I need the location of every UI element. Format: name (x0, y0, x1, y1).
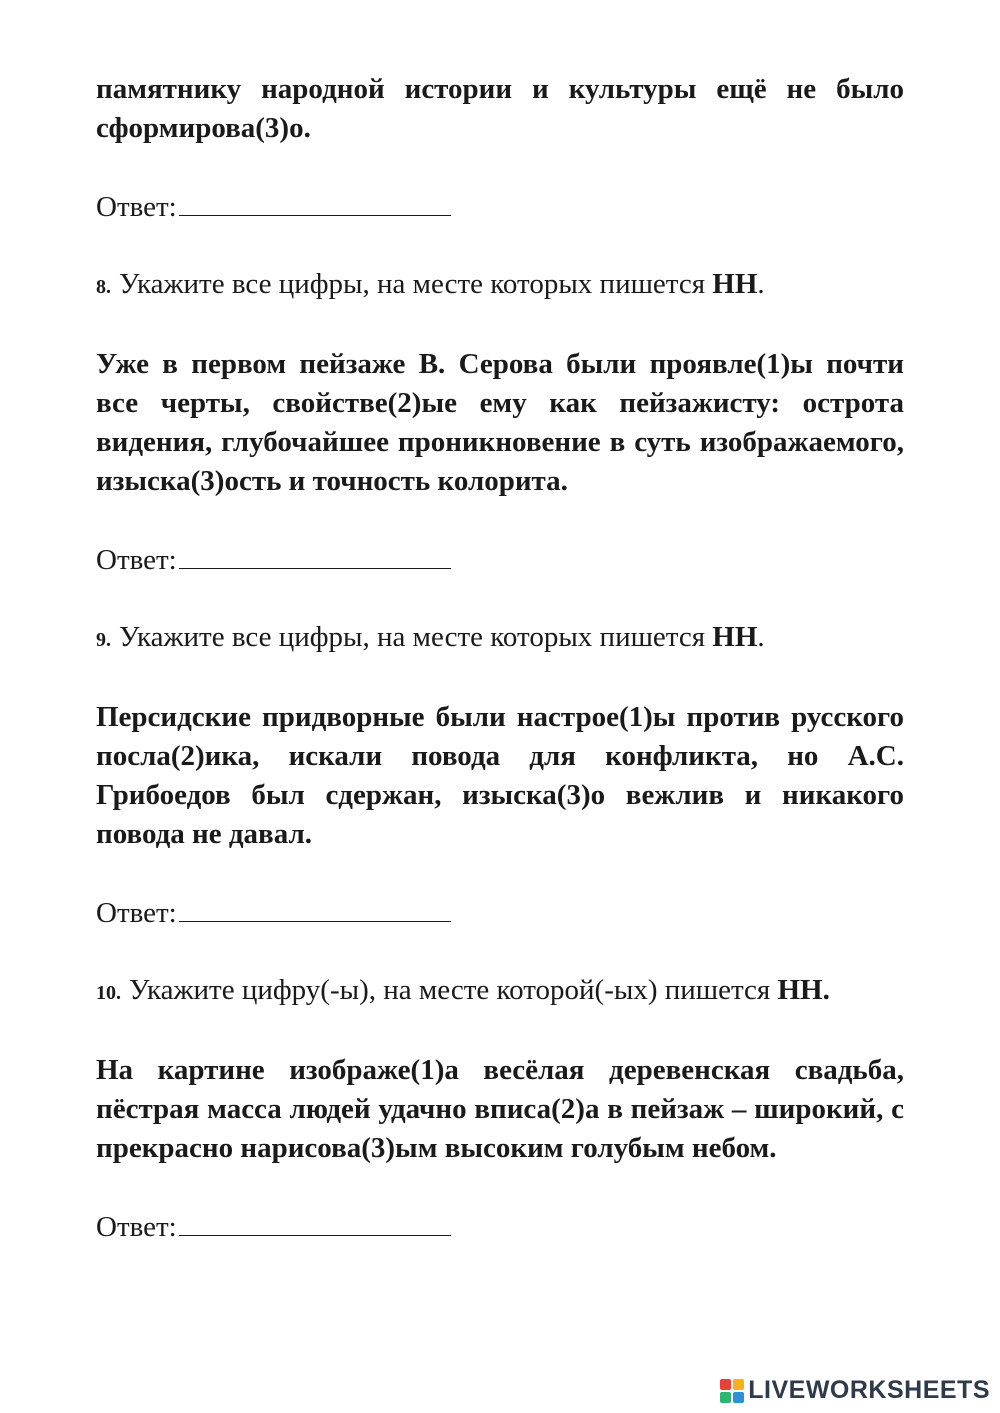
task-number: 8. (96, 276, 111, 298)
task-8-instruction (96, 265, 904, 307)
liveworksheets-logo (720, 1376, 990, 1405)
answer-7 (96, 188, 904, 227)
task-end: . (757, 621, 765, 653)
answer-label: Ответ: (96, 897, 177, 929)
logo-square (733, 1379, 744, 1390)
task-number: 9. (96, 629, 111, 651)
answer-8-blank[interactable] (179, 542, 451, 569)
task-highlight: НН (712, 268, 758, 300)
task-9-instruction (96, 618, 904, 660)
task-text: Укажите все цифры, на месте которых пишется (119, 621, 706, 653)
task-7-paragraph-continuation: памятнику народной истории и культуры ещё не было сформирова(3)о. (96, 73, 904, 144)
task-10-instruction (96, 971, 904, 1013)
answer-9-blank[interactable] (179, 895, 451, 922)
answer-10-blank[interactable] (179, 1209, 451, 1236)
answer-label: Ответ: (96, 1211, 177, 1243)
task-10-paragraph: На картине изображе(1)а весёлая деревенская свадьба, пёстрая масса людей удачно вписа(2)а в пейзаж – широкий, с прекрасно нарисова(3)ым высоким голубым небом. (96, 1054, 904, 1164)
task-number: 10. (96, 982, 121, 1004)
answer-label: Ответ: (96, 544, 177, 576)
answer-9 (96, 894, 904, 933)
answer-label: Ответ: (96, 191, 177, 223)
answer-8 (96, 541, 904, 580)
logo-square (720, 1392, 731, 1403)
logo-mark-icon (720, 1379, 744, 1403)
task-highlight: НН (712, 621, 758, 653)
task-end: . (757, 268, 765, 300)
task-highlight: НН. (777, 974, 830, 1006)
logo-square (720, 1379, 731, 1390)
worksheet-page (96, 70, 904, 1247)
task-8-paragraph: Уже в первом пейзаже В. Серова были проявле(1)ы почти все черты, свойстве(2)ые ему как пейзажисту: острота видения, глубочайшее проникновение в суть изображаемого, изыска(3)ость и точность колорита. (96, 348, 904, 497)
answer-10 (96, 1208, 904, 1247)
task-text: Укажите все цифры, на месте которых пишется (119, 268, 706, 300)
task-9-paragraph: Персидские придворные были настрое(1)ы против русского посла(2)ика, искали повода для конфликта, но А.С. Грибоедов был сдержан, изыска(3)о вежлив и никакого повода не давал. (96, 701, 904, 850)
task-text: Укажите цифру(-ы), на месте которой(-ых) пишется (129, 974, 771, 1006)
logo-text: LIVEWORKSHEETS (748, 1376, 990, 1404)
logo-square (733, 1392, 744, 1403)
answer-7-blank[interactable] (179, 189, 451, 216)
